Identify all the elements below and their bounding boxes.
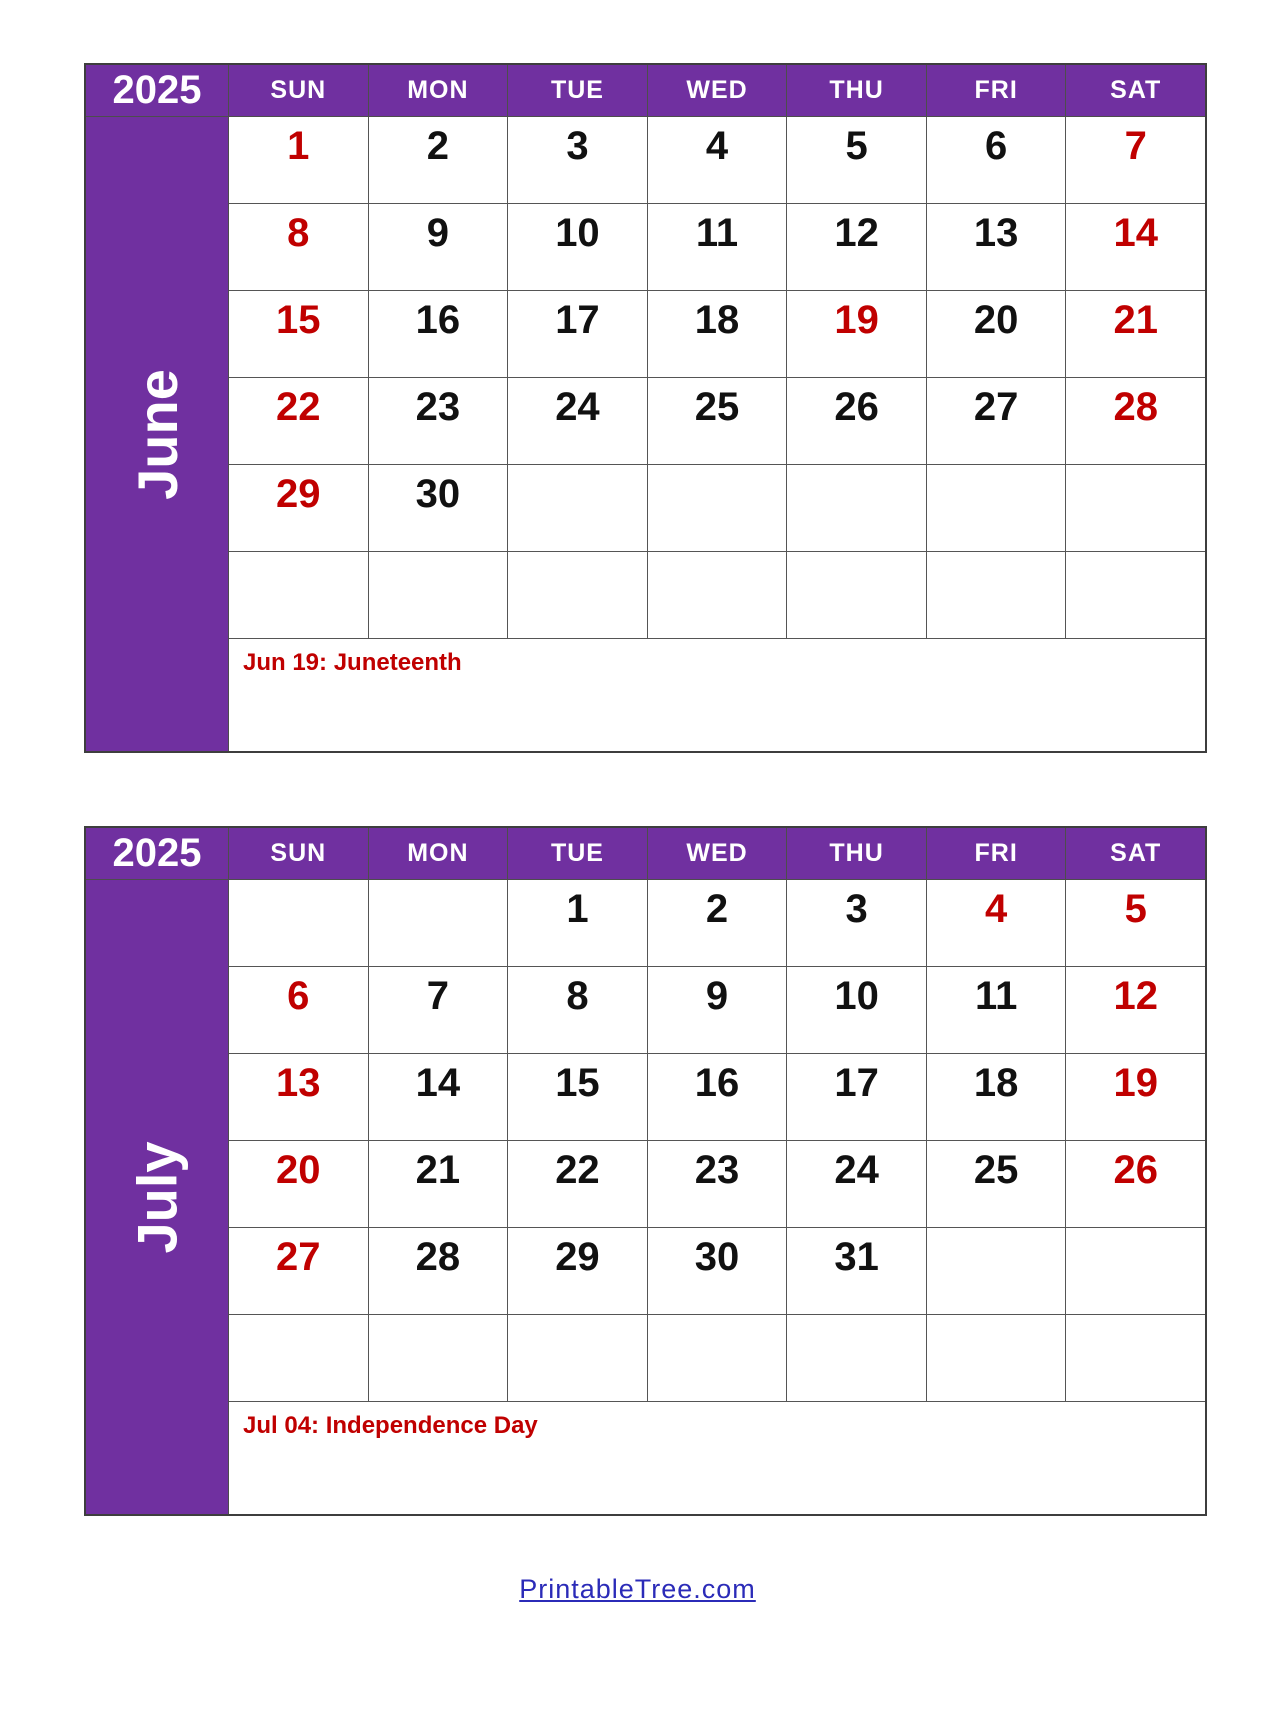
date-cell-empty xyxy=(927,552,1067,639)
day-header-wed: WED xyxy=(648,65,788,117)
date-cell-29: 29 xyxy=(229,465,369,552)
date-cell-16: 16 xyxy=(648,1054,788,1141)
date-cell-empty xyxy=(508,552,648,639)
date-cell-13: 13 xyxy=(229,1054,369,1141)
date-cell-15: 15 xyxy=(229,291,369,378)
date-cell-3: 3 xyxy=(508,117,648,204)
week-row xyxy=(229,291,1205,378)
date-cell-16: 16 xyxy=(369,291,509,378)
date-cell-empty xyxy=(787,465,927,552)
date-cell-15: 15 xyxy=(508,1054,648,1141)
week-row xyxy=(229,552,1205,639)
date-cell-20: 20 xyxy=(229,1141,369,1228)
june-calendar xyxy=(84,63,1207,753)
date-cell-2: 2 xyxy=(648,880,788,967)
date-cell-4: 4 xyxy=(648,117,788,204)
week-row xyxy=(229,1141,1205,1228)
date-cell-29: 29 xyxy=(508,1228,648,1315)
day-header-fri: FRI xyxy=(927,828,1067,880)
footer-link[interactable]: PrintableTree.com xyxy=(519,1574,756,1604)
month-sidebar xyxy=(86,117,229,751)
date-cell-8: 8 xyxy=(229,204,369,291)
year-label: 2025 xyxy=(86,65,229,117)
june-body xyxy=(86,117,1205,751)
date-cell-5: 5 xyxy=(787,117,927,204)
date-cell-21: 21 xyxy=(1066,291,1205,378)
june-dates-area xyxy=(229,117,1205,751)
year-label: 2025 xyxy=(86,828,229,880)
date-grid xyxy=(229,880,1205,1402)
date-cell-24: 24 xyxy=(508,378,648,465)
date-cell-11: 11 xyxy=(648,204,788,291)
july-dates-area xyxy=(229,880,1205,1514)
week-row xyxy=(229,1315,1205,1402)
july-header-row xyxy=(86,828,1205,880)
date-cell-30: 30 xyxy=(648,1228,788,1315)
date-cell-24: 24 xyxy=(787,1141,927,1228)
date-cell-empty xyxy=(927,1315,1067,1402)
date-cell-empty xyxy=(648,1315,788,1402)
date-cell-empty xyxy=(927,1228,1067,1315)
date-cell-empty xyxy=(508,1315,648,1402)
week-row xyxy=(229,204,1205,291)
date-cell-empty xyxy=(1066,552,1205,639)
day-header-thu: THU xyxy=(787,65,927,117)
day-header-row xyxy=(229,828,1205,880)
date-cell-14: 14 xyxy=(369,1054,509,1141)
date-cell-18: 18 xyxy=(648,291,788,378)
date-cell-empty xyxy=(1066,1228,1205,1315)
week-row xyxy=(229,378,1205,465)
date-cell-empty xyxy=(927,465,1067,552)
date-cell-6: 6 xyxy=(927,117,1067,204)
date-cell-27: 27 xyxy=(927,378,1067,465)
week-row xyxy=(229,880,1205,967)
date-cell-7: 7 xyxy=(1066,117,1205,204)
date-cell-23: 23 xyxy=(369,378,509,465)
july-body xyxy=(86,880,1205,1514)
date-cell-empty xyxy=(369,1315,509,1402)
date-cell-4: 4 xyxy=(927,880,1067,967)
date-cell-9: 9 xyxy=(648,967,788,1054)
date-cell-empty xyxy=(229,1315,369,1402)
date-cell-empty xyxy=(1066,465,1205,552)
date-cell-empty xyxy=(369,552,509,639)
date-cell-30: 30 xyxy=(369,465,509,552)
date-cell-12: 12 xyxy=(1066,967,1205,1054)
date-cell-23: 23 xyxy=(648,1141,788,1228)
date-cell-empty xyxy=(229,552,369,639)
day-header-tue: TUE xyxy=(508,65,648,117)
date-cell-20: 20 xyxy=(927,291,1067,378)
date-cell-1: 1 xyxy=(229,117,369,204)
date-cell-7: 7 xyxy=(369,967,509,1054)
date-cell-8: 8 xyxy=(508,967,648,1054)
day-header-tue: TUE xyxy=(508,828,648,880)
month-sidebar xyxy=(86,880,229,1514)
day-header-thu: THU xyxy=(787,828,927,880)
date-cell-empty xyxy=(648,465,788,552)
date-cell-18: 18 xyxy=(927,1054,1067,1141)
holiday-row xyxy=(229,1402,1205,1514)
day-header-fri: FRI xyxy=(927,65,1067,117)
week-row xyxy=(229,465,1205,552)
day-header-sun: SUN xyxy=(229,828,369,880)
page-footer xyxy=(0,1574,1275,1605)
date-cell-19: 19 xyxy=(1066,1054,1205,1141)
date-cell-3: 3 xyxy=(787,880,927,967)
date-cell-26: 26 xyxy=(787,378,927,465)
date-cell-5: 5 xyxy=(1066,880,1205,967)
day-header-sat: SAT xyxy=(1066,828,1205,880)
week-row xyxy=(229,967,1205,1054)
date-cell-25: 25 xyxy=(927,1141,1067,1228)
day-header-row xyxy=(229,65,1205,117)
date-cell-10: 10 xyxy=(787,967,927,1054)
date-cell-empty xyxy=(369,880,509,967)
date-cell-11: 11 xyxy=(927,967,1067,1054)
day-header-mon: MON xyxy=(369,65,509,117)
date-cell-empty xyxy=(508,465,648,552)
date-grid xyxy=(229,117,1205,639)
date-cell-19: 19 xyxy=(787,291,927,378)
date-cell-26: 26 xyxy=(1066,1141,1205,1228)
date-cell-12: 12 xyxy=(787,204,927,291)
date-cell-10: 10 xyxy=(508,204,648,291)
date-cell-31: 31 xyxy=(787,1228,927,1315)
day-header-sat: SAT xyxy=(1066,65,1205,117)
date-cell-1: 1 xyxy=(508,880,648,967)
date-cell-22: 22 xyxy=(508,1141,648,1228)
date-cell-17: 17 xyxy=(508,291,648,378)
june-header-row xyxy=(86,65,1205,117)
date-cell-13: 13 xyxy=(927,204,1067,291)
date-cell-2: 2 xyxy=(369,117,509,204)
date-cell-25: 25 xyxy=(648,378,788,465)
date-cell-empty xyxy=(787,1315,927,1402)
week-row xyxy=(229,1054,1205,1141)
holiday-row xyxy=(229,639,1205,751)
july-calendar xyxy=(84,826,1207,1516)
date-cell-6: 6 xyxy=(229,967,369,1054)
date-cell-9: 9 xyxy=(369,204,509,291)
date-cell-22: 22 xyxy=(229,378,369,465)
date-cell-17: 17 xyxy=(787,1054,927,1141)
date-cell-28: 28 xyxy=(369,1228,509,1315)
date-cell-14: 14 xyxy=(1066,204,1205,291)
date-cell-27: 27 xyxy=(229,1228,369,1315)
day-header-mon: MON xyxy=(369,828,509,880)
date-cell-empty xyxy=(648,552,788,639)
month-label: June xyxy=(125,368,189,500)
date-cell-empty xyxy=(787,552,927,639)
date-cell-21: 21 xyxy=(369,1141,509,1228)
date-cell-empty xyxy=(229,880,369,967)
date-cell-28: 28 xyxy=(1066,378,1205,465)
week-row xyxy=(229,1228,1205,1315)
holiday-note: Jun 19: Juneteenth xyxy=(243,649,462,676)
day-header-sun: SUN xyxy=(229,65,369,117)
holiday-note: Jul 04: Independence Day xyxy=(243,1412,538,1439)
week-row xyxy=(229,117,1205,204)
date-cell-empty xyxy=(1066,1315,1205,1402)
month-label: July xyxy=(125,1140,189,1254)
day-header-wed: WED xyxy=(648,828,788,880)
